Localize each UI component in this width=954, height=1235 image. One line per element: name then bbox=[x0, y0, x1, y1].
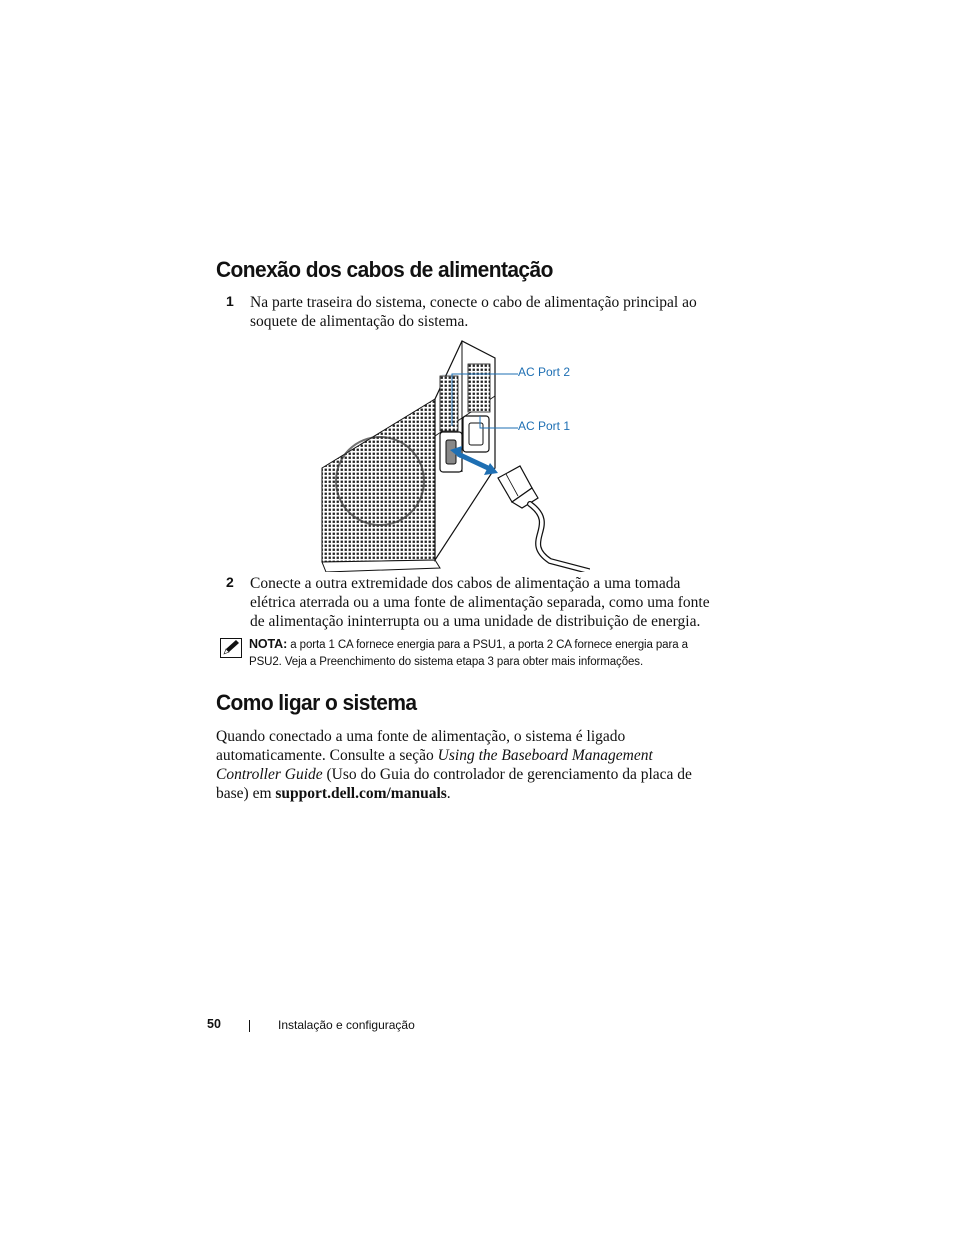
footer-chapter-title: Instalação e configuração bbox=[278, 1018, 415, 1032]
note-pencil-icon bbox=[220, 638, 242, 658]
step-text: Na parte traseira do sistema, conecte o cabo de alimentação principal ao soquete de alimentação do sistema. bbox=[250, 294, 697, 330]
para-end: . bbox=[446, 785, 451, 802]
para-text: Quando conectado a uma fonte de alimentação, o sistema é ligado automaticamente. Consulte a seção bbox=[216, 728, 626, 764]
step-number: 2 bbox=[226, 574, 234, 590]
note-label: NOTA: bbox=[249, 637, 288, 651]
para-text-2: (Uso do Guia do controlador de gerenciamento da placa de base) em bbox=[216, 766, 692, 802]
section-heading-power-on: Como ligar o sistema bbox=[216, 690, 417, 715]
page-number: 50 bbox=[207, 1017, 221, 1031]
guide-title: Using the Baseboard Management Controller Guide bbox=[216, 747, 653, 783]
footer-divider bbox=[249, 1020, 250, 1032]
step-number: 1 bbox=[226, 293, 234, 309]
note-text: a porta 1 CA fornece energia para a PSU1, a porta 2 CA fornece energia para a PSU2. Veja a Preenchimento do sistema etapa 3 para obter mais informações. bbox=[249, 639, 688, 668]
callout-ac-port-1: AC Port 1 bbox=[518, 419, 571, 433]
support-url: support.dell.com/manuals bbox=[275, 785, 447, 802]
power-on-paragraph bbox=[216, 727, 706, 803]
page-footer bbox=[0, 1017, 954, 1037]
section-heading-power-cables: Conexão dos cabos de alimentação bbox=[216, 257, 553, 282]
callout-ac-port-2: AC Port 2 bbox=[518, 365, 571, 379]
step-text: Conecte a outra extremidade dos cabos de alimentação a uma tomada elétrica aterrada ou a uma fonte de alimentação separada, como uma fonte de alimentação ininterrupta ou a uma unidade de distribuição de energia. bbox=[250, 575, 710, 630]
